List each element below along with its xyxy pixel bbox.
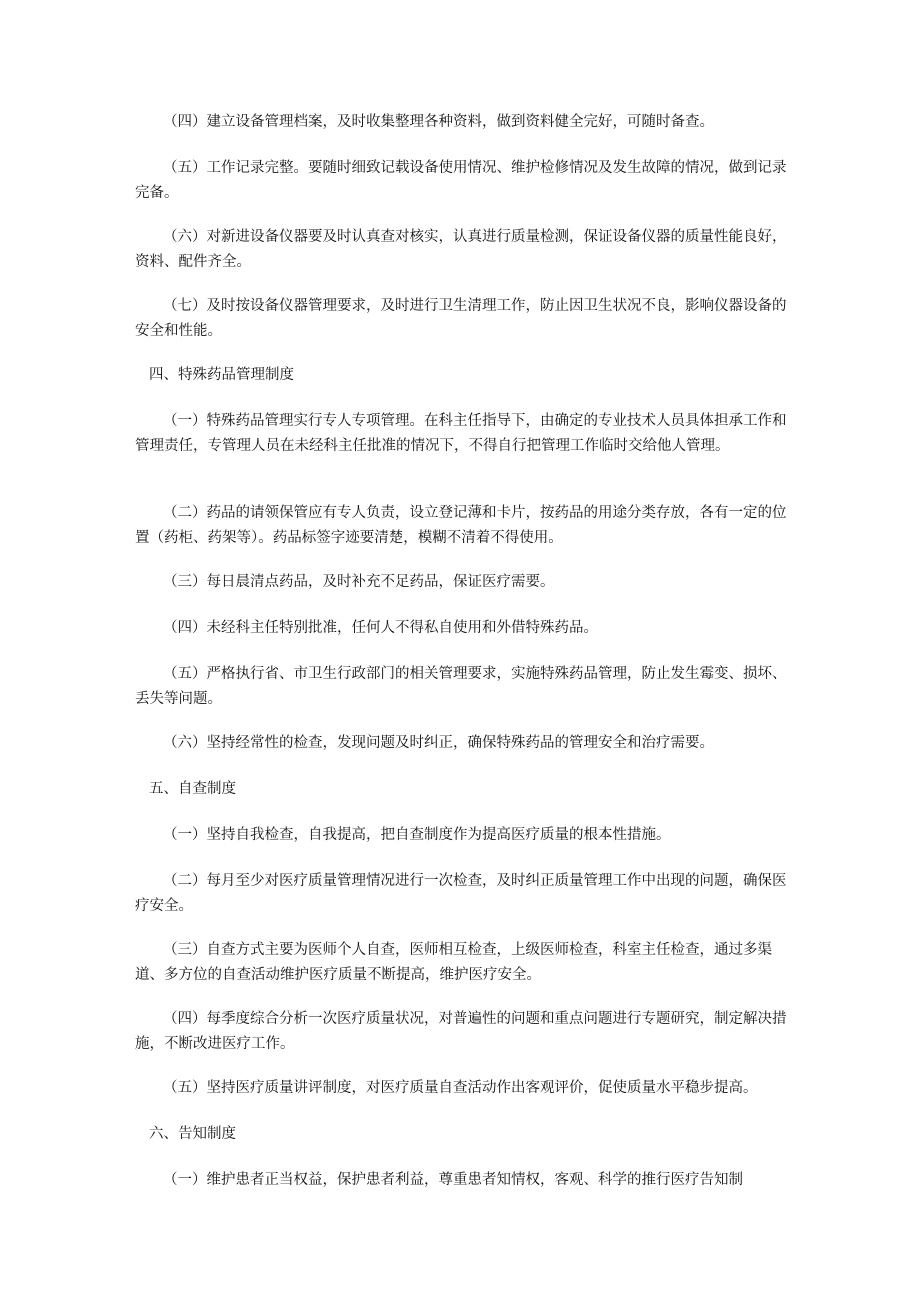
equipment-item-7: （七）及时按设备仪器管理要求，及时进行卫生清理工作，防止因卫生状况不良，影响仪器设备的安全和性能。	[135, 298, 787, 339]
self-check-item-5: （五）坚持医疗质量讲评制度，对医疗质量自查活动作出客观评价，促使质量水平稳步提高。	[163, 1080, 758, 1096]
special-drugs-item-2: （二）药品的请领保管应有专人负责，设立登记薄和卡片，按药品的用途分类存放，各有一定的位置（药柜、药架等）。药品标签字迹要清楚，模糊不清着不得使用。	[135, 505, 787, 546]
special-drugs-item-4: （四）未经科主任特别批准，任何人不得私自使用和外借特殊药品。	[163, 620, 598, 636]
special-drugs-item-6: （六）坚持经常性的检查，发现问题及时纠正，确保特殊药品的管理安全和治疗需要。	[163, 735, 714, 751]
self-check-item-4: （四）每季度综合分析一次医疗质量状况，对普遍性的问题和重点问题进行专题研究，制定解决措施，不断改进医疗工作。	[135, 1011, 787, 1052]
equipment-item-5: （五）工作记录完整。要随时细致记载设备使用情况、维护检修情况及发生故障的情况，做到记录完备。	[135, 160, 787, 201]
self-check-item-1: （一）坚持自我检查，自我提高，把自查制度作为提高医疗质量的根本性措施。	[163, 827, 671, 843]
equipment-item-4: （四）建立设备管理档案，及时收集整理各种资料，做到资料健全完好，可随时备查。	[163, 114, 714, 130]
section-heading-notification: 六、告知制度	[149, 1126, 236, 1142]
special-drugs-item-5: （五）严格执行省、市卫生行政部门的相关管理要求，实施特殊药品管理，防止发生霉变、损坏、丢失等问题。	[135, 666, 787, 707]
self-check-item-2: （二）每月至少对医疗质量管理情况进行一次检查，及时纠正质量管理工作中出现的问题，确保医疗安全。	[135, 873, 787, 914]
section-heading-self-check: 五、自查制度	[149, 781, 236, 797]
special-drugs-item-3: （三）每日晨清点药品，及时补充不足药品，保证医疗需要。	[163, 574, 555, 590]
self-check-item-3: （三）自查方式主要为医师个人自查，医师相互检查，上级医师检查，科室主任检查，通过多渠道、多方位的自查活动维护医疗质量不断提高，维护医疗安全。	[135, 942, 772, 983]
section-heading-special-drugs: 四、特殊药品管理制度	[149, 367, 294, 383]
notification-item-1: （一）维护患者正当权益，保护患者利益，尊重患者知情权，客观、科学的推行医疗告知制	[163, 1172, 743, 1188]
equipment-item-6: （六）对新进设备仪器要及时认真查对核实，认真进行质量检测，保证设备仪器的质量性能良好，资料、配件齐全。	[135, 229, 787, 270]
special-drugs-item-1: （一）特殊药品管理实行专人专项管理。在科主任指导下，由确定的专业技术人员具体担承工作和管理责任，专管理人员在未经科主任批准的情况下，不得自行把管理工作临时交给他人管理。	[135, 413, 787, 454]
